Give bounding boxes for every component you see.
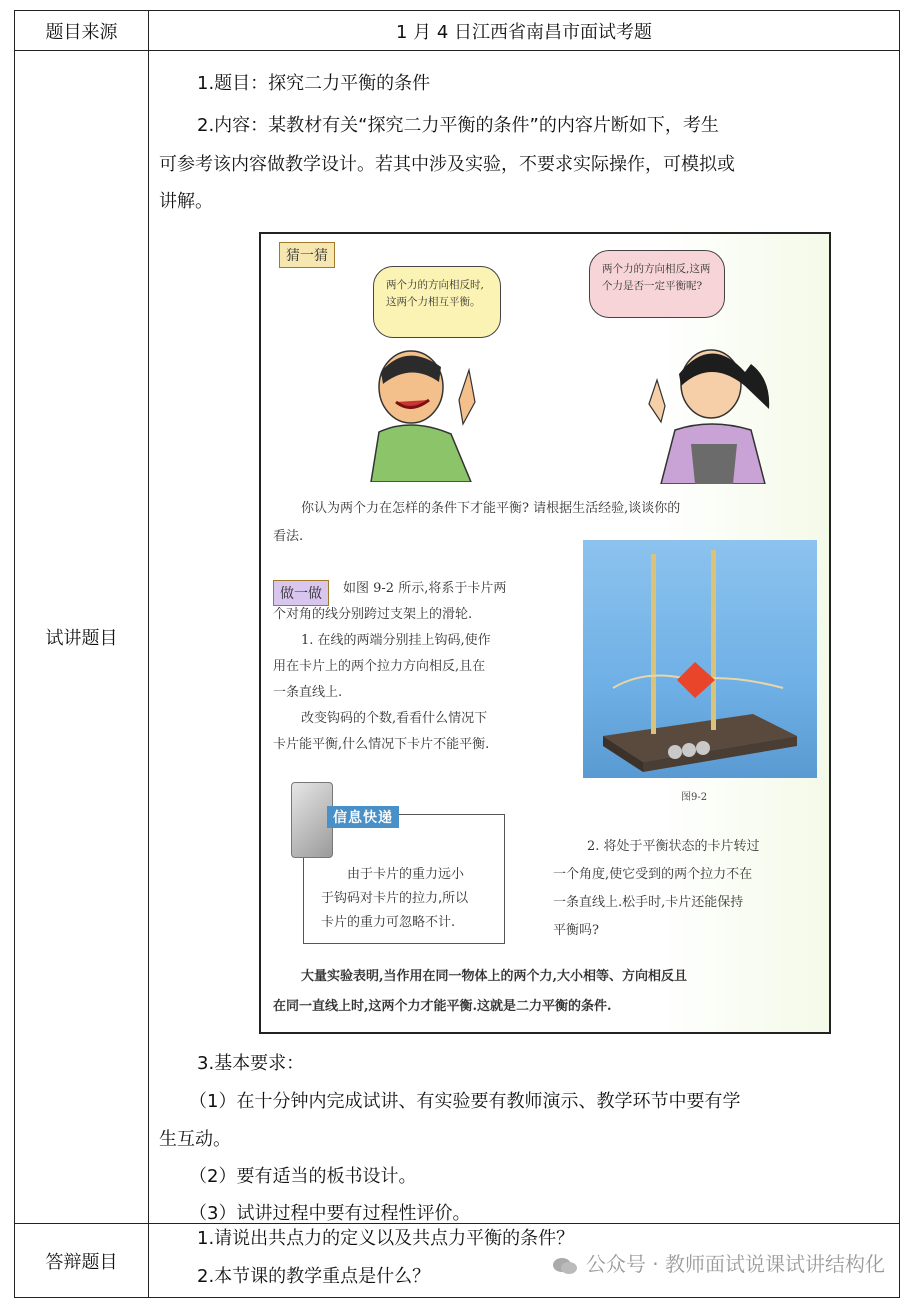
boy-illustration [351, 342, 511, 482]
defense-question-1: 1.请说出共点力的定义以及共点力平衡的条件？ [197, 1228, 575, 1249]
do-line-5: 一条直线上. [273, 685, 343, 700]
textbook-image [259, 232, 831, 1034]
do-line-2: 个对角的线分别跨过支架上的滑轮. [273, 607, 473, 622]
requirement-1-line-1: （1）在十分钟内完成试讲、有实验要有教师演示、教学环节中要有学 [189, 1091, 741, 1112]
exam-table [14, 10, 900, 1298]
wechat-icon [552, 1256, 578, 1276]
source-row [15, 11, 900, 51]
step2-line-2: 一个角度,使它受到的两个拉力不在 [553, 867, 753, 882]
content-line-1: 2.内容：某教材有关“探究二力平衡的条件”的内容片断如下，考生 [197, 115, 719, 136]
question-line-1: 你认为两个力在怎样的条件下才能平衡? 请根据生活经验,谈谈你的 [301, 501, 681, 516]
lecture-row [15, 51, 900, 1224]
requirement-2: （2）要有适当的板书设计。 [189, 1166, 417, 1187]
speech-bubble-girl: 两个力的方向相反,这两个力是否一定平衡呢? [589, 250, 725, 318]
conclusion-line-1: 大量实验表明,当作用在同一物体上的两个力,大小相等、方向相反且 [301, 969, 688, 984]
requirement-1-line-2: 生互动。 [159, 1129, 231, 1150]
step2-line-4: 平衡吗? [553, 923, 599, 938]
conclusion-line-2: 在同一直线上时,这两个力才能平衡.这就是二力平衡的条件. [273, 999, 612, 1014]
do-line-7: 卡片能平衡,什么情况下卡片不能平衡. [273, 737, 490, 752]
do-line-4: 用在卡片上的两个拉力方向相反,且在 [273, 659, 486, 674]
do-line-3: 1. 在线的两端分别挂上钩码,使作 [301, 633, 491, 648]
defense-label: 答辩题目 [15, 1224, 149, 1298]
source-value: 1 月 4 日江西省南昌市面试考题 [149, 11, 900, 51]
content-line-2: 可参考该内容做教学设计。若其中涉及实验，不要求实际操作，可模拟或 [159, 154, 735, 175]
guess-tag: 猜一猜 [279, 242, 335, 268]
topic-line: 1.题目：探究二力平衡的条件 [197, 73, 431, 94]
source-label: 题目来源 [15, 11, 149, 51]
question-line-2: 看法. [273, 529, 304, 544]
requirement-3: （3）试讲过程中要有过程性评价。 [189, 1203, 471, 1224]
figure-caption: 图9-2 [681, 792, 708, 803]
info-note-title: 信息快递 [327, 806, 399, 828]
content-line-3: 讲解。 [159, 191, 213, 212]
tip-line-2: 于钩码对卡片的拉力,所以 [321, 891, 469, 906]
experiment-apparatus [583, 540, 817, 778]
do-line-6: 改变钩码的个数,看看什么情况下 [301, 711, 488, 726]
step2-line-3: 一条直线上.松手时,卡片还能保持 [553, 895, 744, 910]
watermark [552, 1248, 885, 1277]
watermark-text: 公众号 · 教师面试说课试讲结构化 [585, 1252, 885, 1276]
girl-illustration [641, 334, 791, 484]
lecture-content [149, 51, 900, 1224]
do-line-1: 如图 9-2 所示,将系于卡片两 [343, 581, 507, 596]
speech-bubble-boy: 两个力的方向相反时,这两个力相互平衡。 [373, 266, 501, 338]
requirements-title: 3.基本要求： [197, 1053, 305, 1074]
lecture-label: 试讲题目 [15, 51, 149, 1224]
tip-line-1: 由于卡片的重力远小 [347, 867, 465, 882]
experiment-photo [583, 540, 817, 778]
do-tag: 做一做 [273, 580, 329, 606]
defense-question-2: 2.本节课的教学重点是什么？ [197, 1266, 431, 1287]
tip-line-3: 卡片的重力可忽略不计. [321, 915, 456, 930]
step2-line-1: 2. 将处于平衡状态的卡片转过 [587, 839, 760, 854]
